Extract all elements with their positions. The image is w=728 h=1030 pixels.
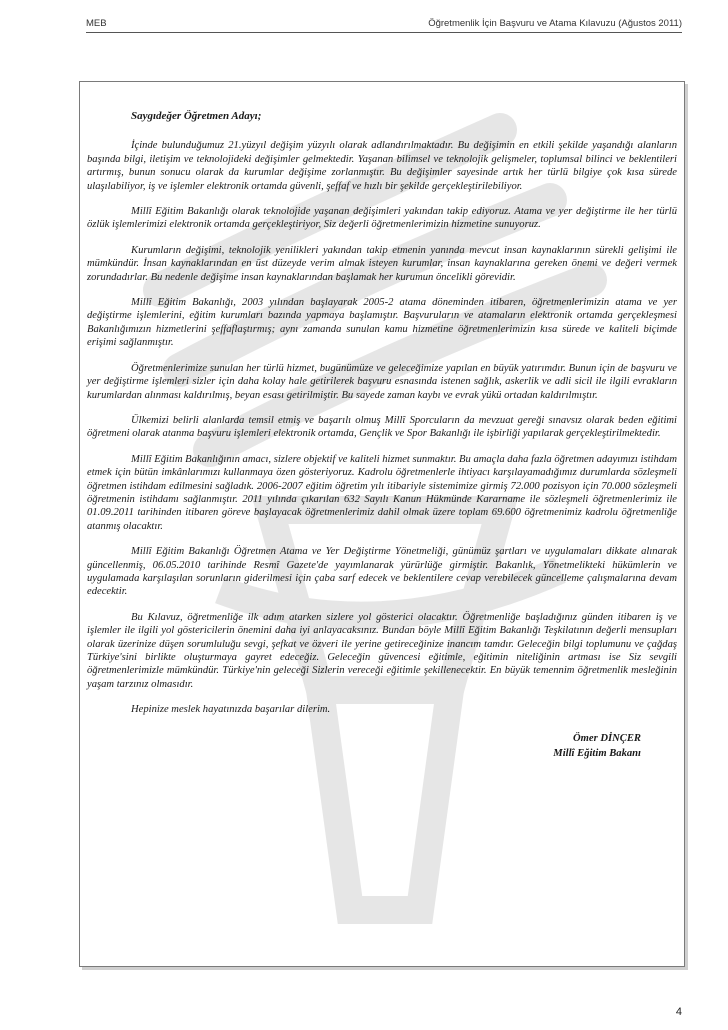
letter-paragraph: Millî Eğitim Bakanlığının amacı, sizlere objektif ve kaliteli hizmet sunmaktır. Bu amaçla daha fazla öğretmen adayımızı istihdam etmek için bütün imkânlarımızı kullanmaya özen gösteriyoruz. Kadrolu öğretmenlerle ihtiyacı karşılayamadığımız durumlarda sözleşmeli öğretmen istihdam edilmesini sağladık. 2006-2007 eğitim öğretim yılı itibariyle sistemimize girmiş 72.000 pozisyon için 70.000 sözleşmeli öğretmenin istihdamı sağlanmıştır. 2011 yılında çıkarılan 632 Sayılı Kanun Hükmünde Kararname ile sözleşmeli öğretmenlerimiz ile 01.09.2011 tarihinden itibaren göreve başlayacak öğretmenlerimiz dahil olmak üzere toplam 69.600 öğretmenimiz kadrolu öğretmenliğe atanmış olacaktır. [87, 453, 677, 532]
letter-paragraph: Millî Eğitim Bakanlığı Öğretmen Atama ve Yer Değiştirme Yönetmeliği, günümüz şartları ve uygulamaları dikkate alınarak güncellenmiş, 06.05.2010 tarihinde Resmî Gazete'de yayımlanarak yürürlüğe girmiştir. Bakanlık, Yönetmelikteki hükümlerin ve uygulamada karşılaşılan sorunların giderilmesi için çaba sarf edecek ve beklentilere cevap verebilecek güncelleme çalışmalarına devam edecektir. [87, 546, 677, 598]
signature-title: Millî Eğitim Bakanı [553, 747, 641, 759]
letter-paragraph: İçinde bulunduğumuz 21.yüzyıl değişim yüzyılı olarak adlandırılmaktadır. Bu değişimin en etkili şekilde yaşandığı alanların başında bilgi, iletişim ve teknolojideki değişimler gelmektedir. Yaşanan bilimsel ve teknolojik gelişmeler, toplumsal bilinci ve beklentileri artırmış, bunun sonucu olarak da kurumlar değişime zorlanmıştır. Bu değişimler sayesinde artık her türlü bilgiye çok kısa sürede ulaşılabiliyor, iş ve işlemler elektronik ortamda güvenli, şeffaf ve hızlı bir şekilde gerçekleştirilebiliyor. [87, 140, 677, 192]
letter-paragraph: Öğretmenlerimize sunulan her türlü hizmet, bugünümüze ve geleceğimize yapılan en büyük yatırımdır. Bunun için de başvuru ve yer değiştirme işlemleri sizler için daha kolay hale getirilerek başvuru esnasında istenen sağlık, askerlik ve adli sicil ile ilgili evrakların kurumlardan alınması kaldırılmış, beyan esası getirilmiştir. Bu sayede zaman kaybı ve evrak yükü ortadan kaldırılmıştır. [87, 362, 677, 401]
letter-greeting: Saygıdeğer Öğretmen Adayı; [131, 110, 262, 122]
letter-body [87, 110, 677, 761]
page-number: 4 [675, 1006, 682, 1018]
header-title: Öğretmenlik İçin Başvuru ve Atama Kılavuzu (Ağustos 2011) [428, 18, 682, 29]
header-rule [86, 32, 682, 33]
letter-paragraph: Millî Eğitim Bakanlığı, 2003 yılından başlayarak 2005-2 atama döneminden itibaren, öğretmenlerimizin atama ve yer değiştirme işlemlerini, eğitim kurumları bazında yapmaya başlamıştır. Başvuruların ve atamaların elektronik ortamda gerçekleşmesi Bakanlığımızın hizmetlerini şeffaflaştırmış; aynı zamanda sunulan kamu hizmetine öğretmenlerimizin kısa sürede ve kaliteli biçimde erişimi sağlanmıştır. [87, 297, 677, 349]
letter-paragraph: Bu Kılavuz, öğretmenliğe ilk adım atarken sizlere yol gösterici olacaktır. Öğretmenliğe başladığınız günden itibaren iş ve işlemler ile ilgili yol göstericilerin önemini daha iyi anlayacaksınız. Bundan böyle Millî Eğitim Bakanlığı Teşkilatının değerli mensupları olarak üzerinize düşen sorumluluğu sevgi, şefkat ve özveri ile yerine getireceğinize inancım tamdır. Geleceğin bilgi toplumunu ve çağdaş Türkiye'sini birlikte oluşturmaya gayret edeceğiz. Geleceğin güvencesi eğitimle, eğitimin niteliğinin artması ise Siz sevgili öğretmenlerimizle mümkündür. Türkiye'nin geleceği Sizlerin vereceği eğitimle şekillenecektir. En büyük temennim öğretmenlik mesleğinin yaşam tarzınız olmasıdır. [87, 611, 677, 690]
letter-paragraph: Ülkemizi belirli alanlarda temsil etmiş ve başarılı olmuş Millî Sporcuların da mevzuat gereği sınavsız olarak beden eğitimi öğretmeni olarak atanma başvuru işlemleri elektronik ortamda, Gençlik ve Spor Bakanlığı ile işbirliği yapılarak gerçekleştirilmektedir. [87, 414, 677, 440]
page-header [86, 14, 682, 34]
letter-paragraph: Millî Eğitim Bakanlığı olarak teknolojide yaşanan değişimleri yakından takip ediyoruz. Atama ve yer değiştirme ile her türlü özlük işlemlerimizi elektronik ortamda gerçekleştiriyor, Siz değerli öğretmenlerimizin hizmetine sunuyoruz. [87, 206, 677, 231]
letter-closing: Hepinize meslek hayatınızda başarılar dilerim. [131, 704, 331, 716]
signature-block [87, 731, 677, 761]
header-left: MEB [86, 18, 107, 29]
signature-name: Ömer DİNÇER [573, 732, 641, 744]
letter-paragraph: Kurumların değişimi, teknolojik yenilikleri yakından takip etmenin yanında mevcut insan kaynaklarının sürekli gelişimi ile mümkündür. İnsan kaynaklarından en üst düzeyde verim almak isteyen kurumlar, insan kaynaklarına gereken önemi ve değeri vermek zorundadırlar. Bu nedenle değişime insan kaynaklarından başlamak her kurumun öncelikli görevidir. [87, 244, 677, 283]
